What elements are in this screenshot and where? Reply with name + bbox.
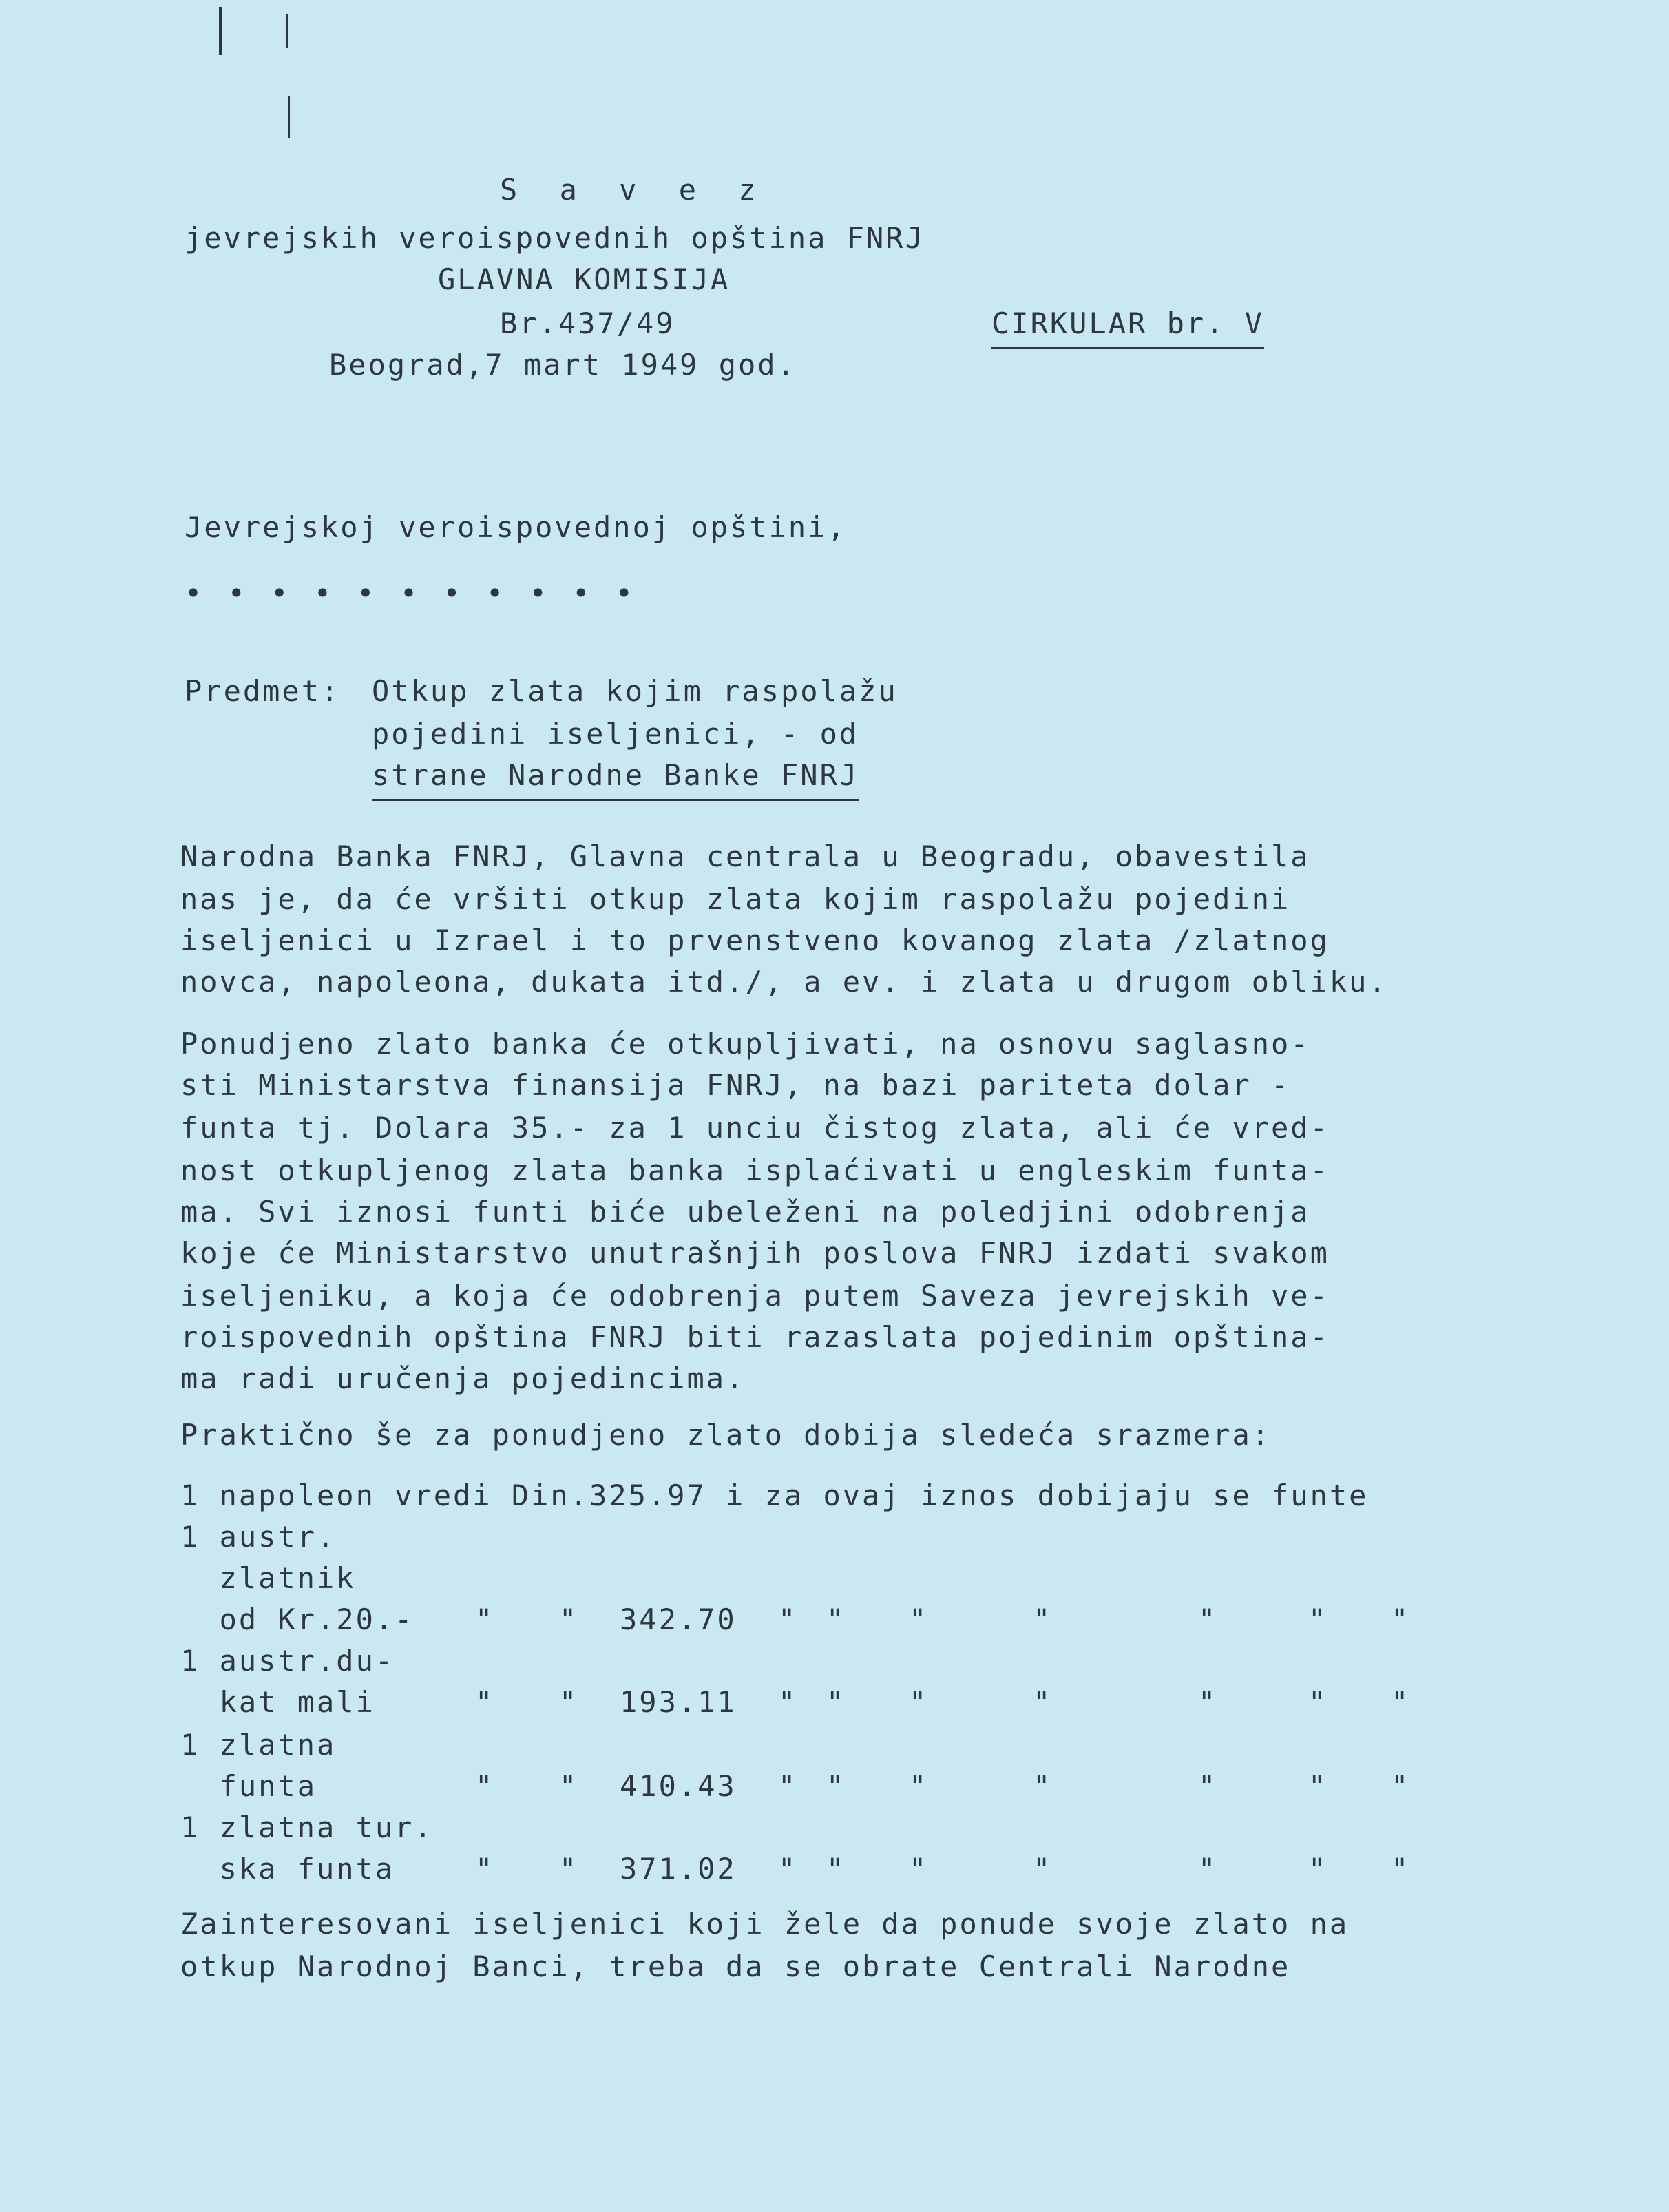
rate-amount: 410.43 [620, 1769, 737, 1803]
ditto-mark: " [778, 1769, 798, 1803]
rate-item-label: zlatnik [180, 1561, 356, 1595]
p2-line: funta tj. Dolara 35.- za 1 unciu čistog zlata, ali će vred- [180, 1111, 1330, 1145]
subject-line3: strane Narodne Banke FNRJ [372, 755, 859, 801]
ditto-mark: " [1391, 1685, 1411, 1719]
rate-amount: 342.70 [620, 1603, 737, 1636]
p1-line: iseljenici u Izrael i to prvenstveno kovanog zlata /zlatnog [180, 924, 1330, 957]
p2-line: sti Ministarstva finansija FNRJ, na bazi pariteta dolar - [180, 1068, 1291, 1102]
ditto-mark: " [1391, 1769, 1411, 1803]
ditto-mark: " [1033, 1852, 1053, 1886]
addressee-dots: • • • • • • • • • • • [185, 576, 638, 610]
ditto-mark: " [1391, 1603, 1411, 1636]
closing-line: Zainteresovani iseljenici koji žele da ponude svoje zlato na [180, 1907, 1350, 1941]
ditto-mark: " [1198, 1852, 1218, 1886]
p2-line: ma radi uručenja pojedincima. [180, 1361, 746, 1395]
ditto-mark: " [1198, 1603, 1218, 1636]
ditto-mark: " [559, 1769, 579, 1803]
org-line3: GLAVNA KOMISIJA [438, 262, 731, 296]
circular-title: CIRKULAR br. V [991, 303, 1264, 349]
ditto-mark: " [1033, 1603, 1053, 1636]
rate-item-label: kat mali [180, 1685, 375, 1719]
ditto-mark: " [559, 1852, 579, 1886]
p3-line: Praktično še za ponudjeno zlato dobija sledeća srazmera: [180, 1418, 1272, 1452]
ditto-mark: " [1198, 1685, 1218, 1719]
ditto-mark: " [826, 1852, 846, 1886]
addressee: Jevrejskoj veroispovednoj opštini, [185, 510, 847, 544]
p2-line: koje će Ministarstvo unutrašnjih poslova FNRJ izdati svakom [180, 1236, 1330, 1270]
ditto-mark: " [475, 1685, 495, 1719]
ditto-mark: " [826, 1685, 846, 1719]
ditto-mark: " [1308, 1685, 1328, 1719]
ditto-mark: " [909, 1603, 929, 1636]
closing-line: otkup Narodnoj Banci, treba da se obrate Centrali Narodne [180, 1950, 1291, 1983]
ditto-mark: " [475, 1603, 495, 1636]
ditto-mark: " [778, 1685, 798, 1719]
org-line2: jevrejskih veroispovednih opština FNRJ [185, 221, 925, 255]
rate-item-label: 1 zlatna [180, 1728, 337, 1762]
ditto-mark: " [1308, 1603, 1328, 1636]
p1-line: novca, napoleona, dukata itd./, a ev. i zlata u drugom obliku. [180, 965, 1388, 999]
p2-line: roispovednih opština FNRJ biti razaslata pojedinim opština- [180, 1320, 1330, 1354]
rate-item-label: 1 austr. [180, 1520, 337, 1554]
ditto-mark: " [778, 1603, 798, 1636]
rate-item-label: od Kr.20.- [180, 1603, 414, 1636]
subject-label: Predmet: [185, 674, 341, 708]
ditto-mark: " [475, 1769, 495, 1803]
ditto-mark: " [475, 1852, 495, 1886]
rate-item-label: 1 austr.du- [180, 1644, 395, 1678]
ditto-mark: " [826, 1603, 846, 1636]
rate-item-label: 1 zlatna tur. [180, 1811, 434, 1844]
ditto-mark: " [1198, 1769, 1218, 1803]
p2-line: iseljeniku, a koja će odobrenja putem Saveza jevrejskih ve- [180, 1279, 1330, 1313]
ditto-mark: " [1033, 1769, 1053, 1803]
ditto-mark: " [1308, 1769, 1328, 1803]
ditto-mark: " [778, 1852, 798, 1886]
subject-line2: pojedini iseljenici, - od [372, 717, 859, 751]
p1-line: nas je, da će vršiti otkup zlata kojim raspolažu pojedini [180, 882, 1291, 916]
margin-mark [219, 7, 222, 55]
p2-line: nost otkupljenog zlata banka isplaćivati u engleskim funta- [180, 1154, 1330, 1187]
rate-amount: 371.02 [620, 1852, 737, 1886]
rate-amount: 193.11 [620, 1685, 737, 1719]
ditto-mark: " [559, 1603, 579, 1636]
ditto-mark: " [909, 1852, 929, 1886]
margin-mark [288, 96, 290, 138]
p2-line: ma. Svi iznosi funti biće ubeleženi na poledjini odobrenja [180, 1195, 1310, 1229]
margin-mark [286, 14, 288, 48]
org-line1: S a v e z [500, 173, 768, 207]
ditto-mark: " [1391, 1852, 1411, 1886]
ditto-mark: " [1308, 1852, 1328, 1886]
ditto-mark: " [909, 1769, 929, 1803]
ditto-mark: " [909, 1685, 929, 1719]
rate-first-line: 1 napoleon vredi Din.325.97 i za ovaj iznos dobijaju se funte [180, 1479, 1369, 1512]
subject-line1: Otkup zlata kojim raspolažu [372, 674, 898, 708]
ditto-mark: " [826, 1769, 846, 1803]
p2-line: Ponudjeno zlato banka će otkupljivati, na osnovu saglasno- [180, 1027, 1310, 1061]
p1-line: Narodna Banka FNRJ, Glavna centrala u Beogradu, obavestila [180, 839, 1310, 873]
ditto-mark: " [1033, 1685, 1053, 1719]
ref-number: Br.437/49 [500, 306, 675, 340]
ditto-mark: " [559, 1685, 579, 1719]
rate-item-label: ska funta [180, 1852, 395, 1886]
place-date: Beograd,7 mart 1949 god. [329, 348, 797, 382]
rate-item-label: funta [180, 1769, 317, 1803]
